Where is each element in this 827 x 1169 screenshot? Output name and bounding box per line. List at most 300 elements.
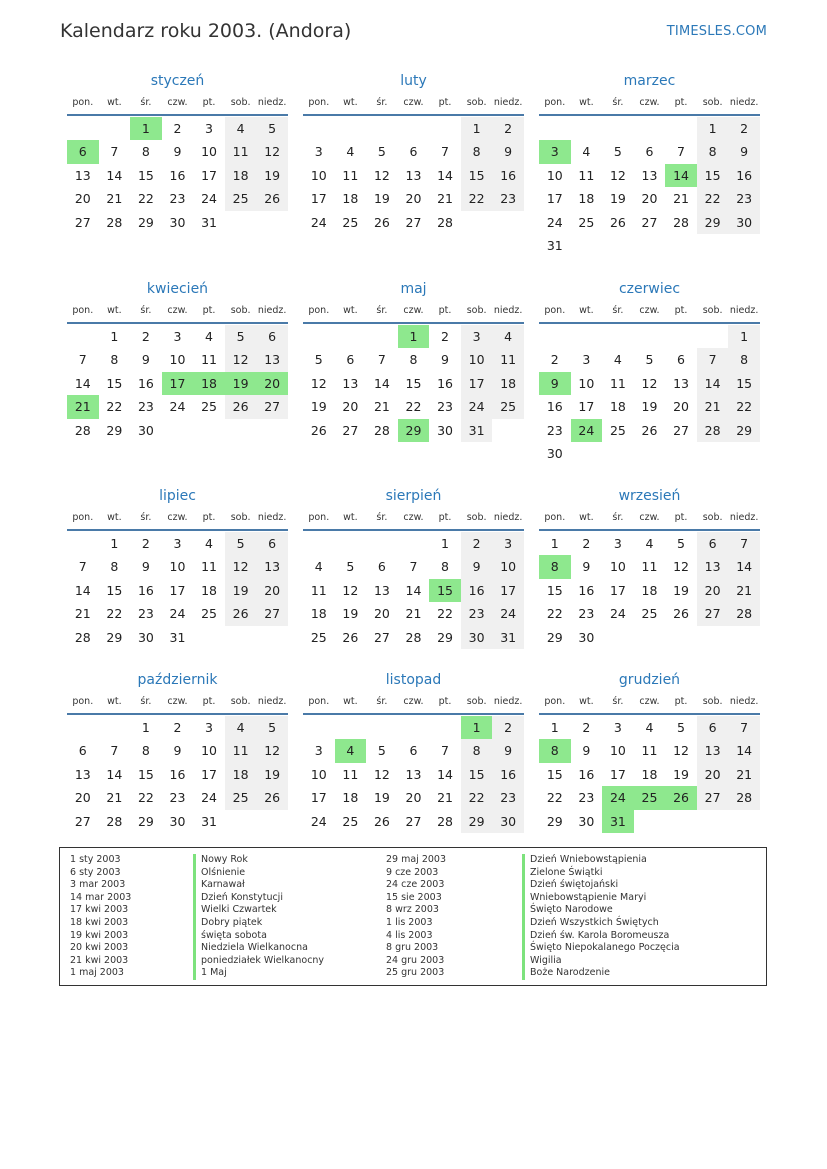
day-cell: 13 <box>697 555 729 578</box>
legend-date: 1 lis 2003 <box>386 916 433 928</box>
month-10 <box>303 669 524 833</box>
day-cell: 7 <box>377 352 386 368</box>
month-1 <box>303 70 524 234</box>
weekday-label: sob. <box>466 97 487 108</box>
empty-cell <box>67 716 99 739</box>
day-cell: 25 <box>609 422 626 438</box>
week-row <box>303 626 524 649</box>
day-cell: 2 <box>582 536 591 551</box>
day-cell: 24 <box>492 602 524 625</box>
day-cell: 22 <box>137 790 154 806</box>
day-cell: 27 <box>342 422 359 438</box>
weekday-label: niedz. <box>257 696 287 707</box>
day-cell: 6 <box>409 743 418 759</box>
day-cell: 6 <box>645 144 654 160</box>
day-cell: 17 <box>201 766 217 782</box>
legend-holiday-name: Karnawał <box>193 879 324 892</box>
day-cell: 2 <box>550 352 559 368</box>
day-cell: 7 <box>78 559 87 575</box>
week-row <box>539 626 760 649</box>
day-cell: 17 <box>201 167 217 183</box>
day-cell: 21 <box>67 395 99 418</box>
day-cell: 18 <box>193 372 225 395</box>
day-cell: 7 <box>697 348 729 371</box>
day-cell: 6 <box>256 532 288 555</box>
day-cell: 18 <box>492 372 524 395</box>
weekday-label: pon. <box>308 512 330 523</box>
day-cell: 7 <box>677 144 685 160</box>
legend-date: 19 kwi 2003 <box>70 929 129 941</box>
week-row <box>303 419 524 442</box>
week-row <box>303 372 524 395</box>
day-cell: 20 <box>641 191 658 207</box>
legend-dates-right <box>386 854 446 980</box>
empty-cell <box>665 325 697 348</box>
day-cell: 25 <box>578 214 595 230</box>
day-cell: 14 <box>437 766 453 782</box>
weekday-label: wt. <box>343 305 358 316</box>
empty-cell <box>366 117 398 140</box>
day-cell: 31 <box>546 237 563 253</box>
day-cell: 2 <box>441 329 449 344</box>
month-name: lipiec <box>159 488 196 504</box>
day-cell: 21 <box>373 399 390 415</box>
day-cell: 19 <box>673 582 689 598</box>
weekday-label: sob. <box>230 696 251 707</box>
day-cell: 18 <box>609 399 626 415</box>
week-row <box>67 117 288 140</box>
day-cell: 2 <box>173 121 182 136</box>
day-cell: 1 <box>728 325 760 348</box>
day-cell: 11 <box>342 766 359 782</box>
weekday-header <box>67 691 288 715</box>
legend-date: 4 lis 2003 <box>386 929 433 941</box>
day-cell: 8 <box>461 140 493 163</box>
day-cell: 1 <box>398 325 430 348</box>
month-name: czerwiec <box>618 281 681 297</box>
day-cell: 18 <box>225 164 257 187</box>
day-cell: 26 <box>342 629 359 645</box>
legend-holiday-name: Wielki Czwartek <box>193 904 324 917</box>
weekday-header <box>303 691 524 715</box>
week-row <box>539 234 760 257</box>
week-row <box>303 716 524 739</box>
day-cell: 30 <box>578 813 595 829</box>
weekday-label: czw. <box>167 97 188 108</box>
weekday-label: śr. <box>376 512 388 523</box>
day-cell: 5 <box>613 144 622 160</box>
month-8 <box>539 485 760 649</box>
day-cell: 10 <box>609 743 626 759</box>
empty-cell <box>634 442 666 465</box>
day-cell: 12 <box>673 743 689 759</box>
weekday-label: sob. <box>702 512 723 523</box>
weekday-header <box>67 300 288 324</box>
weekday-label: śr. <box>376 97 388 108</box>
day-cell: 22 <box>728 395 760 418</box>
day-cell: 2 <box>173 720 182 735</box>
day-cell: 3 <box>173 536 182 551</box>
month-name: marzec <box>623 73 676 89</box>
empty-cell <box>634 325 666 348</box>
month-name: styczeń <box>150 73 205 89</box>
day-cell: 24 <box>201 790 217 806</box>
legend-holiday-name: Wniebowstąpienie Maryi <box>522 892 680 905</box>
day-cell: 27 <box>697 786 729 809</box>
day-cell: 21 <box>673 191 689 207</box>
day-cell: 26 <box>641 422 658 438</box>
empty-cell <box>398 117 430 140</box>
day-cell: 18 <box>641 766 658 782</box>
day-cell: 16 <box>728 164 760 187</box>
day-cell: 8 <box>110 559 119 575</box>
day-cell: 20 <box>697 763 729 786</box>
day-cell: 1 <box>110 536 119 551</box>
day-cell: 3 <box>613 720 622 735</box>
day-cell: 10 <box>201 743 217 759</box>
month-name: sierpień <box>385 488 442 504</box>
day-cell: 2 <box>492 716 524 739</box>
legend-date: 6 sty 2003 <box>70 866 121 878</box>
day-cell: 24 <box>461 395 493 418</box>
day-cell: 26 <box>373 813 390 829</box>
day-cell: 2 <box>141 536 150 551</box>
day-cell: 8 <box>441 559 449 575</box>
week-row <box>303 211 524 234</box>
day-cell: 17 <box>609 582 626 598</box>
weekday-label: pon. <box>544 696 566 707</box>
day-cell: 28 <box>405 629 422 645</box>
weekday-label: pt. <box>674 97 688 108</box>
empty-cell <box>256 810 288 833</box>
day-cell: 29 <box>546 629 563 645</box>
day-cell: 29 <box>137 214 154 230</box>
weekday-label: pt. <box>438 305 452 316</box>
empty-cell <box>602 325 634 348</box>
day-cell: 19 <box>641 399 658 415</box>
day-cell: 22 <box>437 606 453 622</box>
day-cell: 20 <box>74 191 91 207</box>
weekday-header <box>303 507 524 531</box>
day-cell: 30 <box>137 629 154 645</box>
day-cell: 26 <box>673 606 689 622</box>
day-cell: 14 <box>437 167 453 183</box>
legend-holiday-name: Boże Narodzenie <box>522 967 680 980</box>
day-cell: 14 <box>74 375 91 391</box>
empty-cell <box>67 532 99 555</box>
day-cell: 6 <box>377 559 386 575</box>
day-cell: 3 <box>205 720 213 735</box>
empty-cell <box>697 810 729 833</box>
empty-cell <box>634 234 666 257</box>
day-cell: 27 <box>256 602 288 625</box>
weekday-label: pt. <box>438 696 452 707</box>
day-cell: 10 <box>546 167 563 183</box>
day-cell: 15 <box>546 582 563 598</box>
day-cell: 3 <box>461 325 493 348</box>
day-cell: 22 <box>546 790 563 806</box>
page-title: Kalendarz roku 2003. (Andora) <box>60 20 352 42</box>
month-name: kwiecień <box>146 281 209 297</box>
weekday-label: pt. <box>674 305 688 316</box>
weekday-header <box>539 691 760 715</box>
day-cell: 13 <box>74 167 91 183</box>
week-row <box>67 810 288 833</box>
day-cell: 7 <box>441 743 449 759</box>
day-cell: 20 <box>405 191 422 207</box>
empty-cell <box>193 419 225 442</box>
day-cell: 13 <box>74 766 91 782</box>
day-cell: 17 <box>578 399 595 415</box>
week-row <box>303 164 524 187</box>
day-cell: 24 <box>169 606 186 622</box>
day-cell: 9 <box>173 743 182 759</box>
legend-holiday-name: Wigilia <box>522 955 680 968</box>
legend-holiday-name: Dzień św. Karola Boromeusza <box>522 930 680 943</box>
weekday-label: śr. <box>612 512 624 523</box>
weekday-label: wt. <box>107 696 122 707</box>
day-cell: 18 <box>225 763 257 786</box>
day-cell: 24 <box>201 191 217 207</box>
day-cell: 23 <box>437 399 453 415</box>
day-cell: 14 <box>665 164 697 187</box>
day-cell: 15 <box>461 763 493 786</box>
day-cell: 24 <box>169 399 186 415</box>
day-cell: 8 <box>141 144 150 160</box>
day-cell: 10 <box>310 167 327 183</box>
day-cell: 12 <box>225 348 257 371</box>
weekday-label: sob. <box>466 512 487 523</box>
day-cell: 21 <box>437 790 453 806</box>
day-cell: 20 <box>256 372 288 395</box>
weekday-label: pon. <box>544 97 566 108</box>
month-name: maj <box>400 281 427 297</box>
weekday-label: niedz. <box>729 97 759 108</box>
week-row <box>539 372 760 395</box>
weekday-label: wt. <box>343 512 358 523</box>
weekday-label: niedz. <box>257 97 287 108</box>
day-cell: 25 <box>634 786 666 809</box>
month-3 <box>67 278 288 442</box>
day-cell: 9 <box>441 352 449 368</box>
weekday-label: śr. <box>140 512 152 523</box>
day-cell: 5 <box>225 325 257 348</box>
day-cell: 30 <box>578 629 595 645</box>
day-cell: 8 <box>141 743 150 759</box>
day-cell: 17 <box>492 579 524 602</box>
weekday-label: pon. <box>544 512 566 523</box>
day-cell: 13 <box>373 582 390 598</box>
day-cell: 31 <box>461 419 493 442</box>
week-row <box>303 786 524 809</box>
day-cell: 23 <box>492 187 524 210</box>
week-row <box>539 187 760 210</box>
day-cell: 6 <box>346 352 355 368</box>
legend-date: 29 maj 2003 <box>386 854 447 865</box>
day-cell: 20 <box>74 790 91 806</box>
day-cell: 15 <box>429 579 461 602</box>
day-cell: 4 <box>314 559 323 575</box>
day-cell: 16 <box>492 763 524 786</box>
day-cell: 13 <box>405 167 422 183</box>
day-cell: 22 <box>137 191 154 207</box>
day-cell: 20 <box>697 579 729 602</box>
day-cell: 28 <box>74 629 91 645</box>
day-cell: 15 <box>106 375 123 391</box>
empty-cell <box>665 442 697 465</box>
day-cell: 22 <box>405 399 422 415</box>
day-cell: 22 <box>106 399 123 415</box>
weekday-header <box>303 92 524 116</box>
week-row <box>303 532 524 555</box>
legend-holiday-name: święta sobota <box>193 930 324 943</box>
week-row <box>539 739 760 762</box>
month-7 <box>303 485 524 649</box>
day-cell: 26 <box>256 786 288 809</box>
week-row <box>303 602 524 625</box>
legend-holiday-name: Dobry piątek <box>193 917 324 930</box>
week-row <box>539 140 760 163</box>
day-cell: 20 <box>373 606 390 622</box>
day-cell: 22 <box>546 606 563 622</box>
day-cell: 6 <box>67 140 99 163</box>
week-row <box>303 579 524 602</box>
legend-date: 15 sie 2003 <box>386 891 442 903</box>
weekday-label: niedz. <box>257 305 287 316</box>
week-row <box>539 763 760 786</box>
day-cell: 23 <box>169 790 186 806</box>
weekday-label: niedz. <box>257 512 287 523</box>
weekday-label: czw. <box>403 512 424 523</box>
day-cell: 5 <box>346 559 355 575</box>
weekday-label: śr. <box>612 696 624 707</box>
day-cell: 19 <box>609 191 626 207</box>
weekday-label: pon. <box>544 305 566 316</box>
weekday-label: pon. <box>308 696 330 707</box>
day-cell: 28 <box>728 602 760 625</box>
legend-date: 14 mar 2003 <box>70 891 132 903</box>
day-cell: 29 <box>437 629 453 645</box>
day-cell: 11 <box>641 559 658 575</box>
day-cell: 21 <box>728 763 760 786</box>
empty-cell <box>539 325 571 348</box>
empty-cell <box>634 117 666 140</box>
empty-cell <box>571 442 603 465</box>
day-cell: 12 <box>641 375 658 391</box>
day-cell: 1 <box>130 117 162 140</box>
day-cell: 27 <box>697 602 729 625</box>
day-cell: 21 <box>405 606 422 622</box>
week-row <box>67 372 288 395</box>
day-cell: 1 <box>141 720 150 735</box>
day-cell: 28 <box>373 422 390 438</box>
week-row <box>67 395 288 418</box>
day-cell: 16 <box>437 375 453 391</box>
day-cell: 29 <box>728 419 760 442</box>
day-cell: 2 <box>492 117 524 140</box>
legend-date: 8 wrz 2003 <box>386 904 439 916</box>
weekday-label: czw. <box>167 696 188 707</box>
legend-names-left <box>193 854 324 980</box>
week-row <box>67 325 288 348</box>
weekday-label: niedz. <box>729 305 759 316</box>
day-cell: 4 <box>645 720 654 735</box>
weekday-label: pon. <box>308 97 330 108</box>
day-cell: 20 <box>256 579 288 602</box>
legend-holiday-name: Święto Narodowe <box>522 904 680 917</box>
day-cell: 17 <box>169 582 186 598</box>
day-cell: 27 <box>405 813 422 829</box>
day-cell: 31 <box>169 629 186 645</box>
day-cell: 1 <box>697 117 729 140</box>
weekday-header <box>67 507 288 531</box>
day-cell: 14 <box>405 582 422 598</box>
weekday-label: czw. <box>639 97 660 108</box>
day-cell: 24 <box>571 419 603 442</box>
day-cell: 9 <box>492 140 524 163</box>
day-cell: 3 <box>173 329 182 344</box>
legend-holiday-name: Olśnienie <box>193 867 324 880</box>
day-cell: 11 <box>492 348 524 371</box>
week-row <box>303 555 524 578</box>
day-cell: 13 <box>641 167 658 183</box>
week-row <box>67 716 288 739</box>
empty-cell <box>256 211 288 234</box>
weekday-label: wt. <box>579 512 594 523</box>
legend-holiday-name: Dzień Konstytucji <box>193 892 324 905</box>
empty-cell <box>602 626 634 649</box>
empty-cell <box>728 810 760 833</box>
day-cell: 3 <box>613 536 622 551</box>
legend-date: 3 mar 2003 <box>70 879 126 891</box>
day-cell: 1 <box>550 720 559 735</box>
brand-link[interactable]: TIMESLES.COM <box>666 24 767 39</box>
empty-cell <box>335 117 367 140</box>
day-cell: 16 <box>492 164 524 187</box>
day-cell: 9 <box>728 140 760 163</box>
weekday-label: pt. <box>202 696 216 707</box>
day-cell: 12 <box>256 140 288 163</box>
legend-date: 25 gru 2003 <box>386 967 445 979</box>
day-cell: 17 <box>310 790 327 806</box>
day-cell: 22 <box>106 606 123 622</box>
weekday-label: wt. <box>107 512 122 523</box>
day-cell: 11 <box>225 140 257 163</box>
week-row <box>539 555 760 578</box>
day-cell: 28 <box>74 422 91 438</box>
week-row <box>303 763 524 786</box>
day-cell: 10 <box>201 144 217 160</box>
week-row <box>303 739 524 762</box>
day-cell: 27 <box>256 395 288 418</box>
weekday-header <box>539 507 760 531</box>
week-row <box>539 602 760 625</box>
day-cell: 18 <box>201 582 217 598</box>
day-cell: 5 <box>256 117 288 140</box>
day-cell: 12 <box>342 582 359 598</box>
weekday-label: niedz. <box>493 512 523 523</box>
day-cell: 6 <box>697 532 729 555</box>
day-cell: 14 <box>106 766 123 782</box>
day-cell: 28 <box>437 214 453 230</box>
weekday-label: niedz. <box>493 97 523 108</box>
day-cell: 29 <box>137 813 154 829</box>
day-cell: 28 <box>728 786 760 809</box>
empty-cell <box>602 234 634 257</box>
day-cell: 7 <box>728 716 760 739</box>
day-cell: 25 <box>342 214 359 230</box>
week-row <box>539 117 760 140</box>
